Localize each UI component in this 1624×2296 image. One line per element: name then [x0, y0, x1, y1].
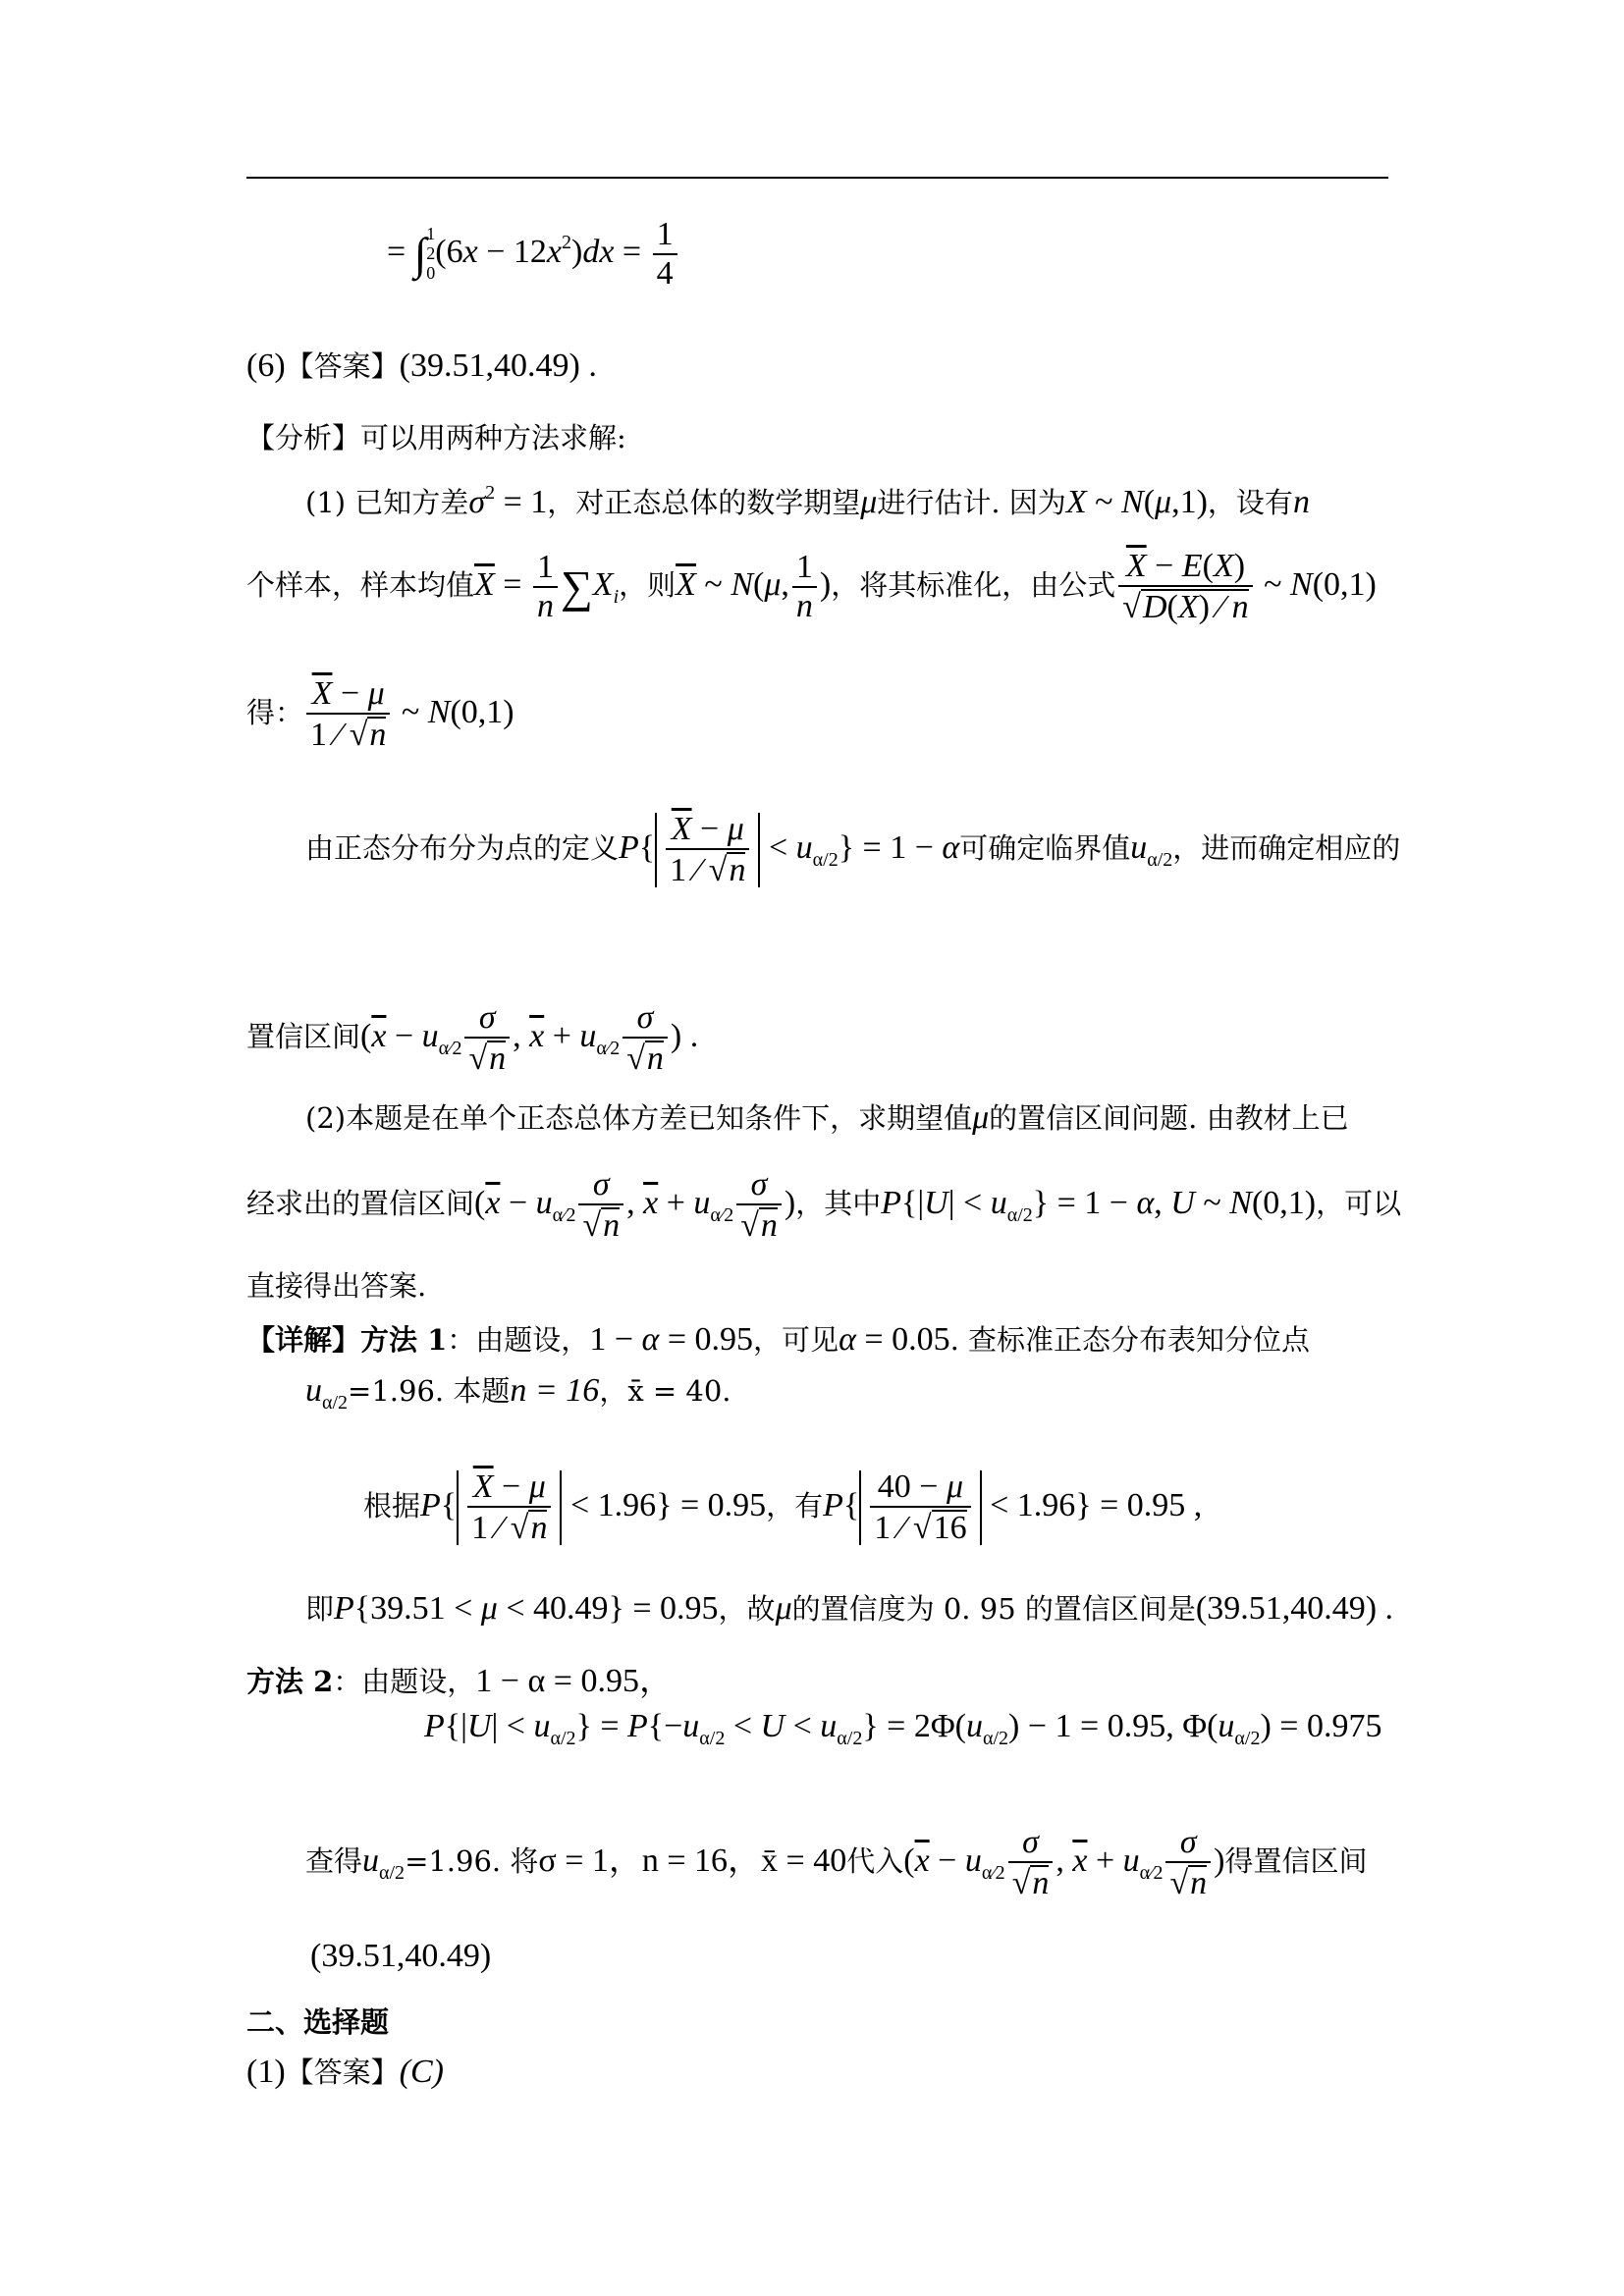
analysis-heading: 【分析】可以用两种方法求解: — [246, 421, 626, 454]
q6-answer-line: (6)【答案】(39.51,40.49) . — [246, 347, 597, 384]
analysis-para-2-line-1: (2)本题是在单个正态总体方差已知条件下，求期望值μ的置信区间问题. 由教材上已 — [305, 1099, 1349, 1136]
detail-method1-line-3: 根据P{ $\frac{\overline{X} - \mu}{1 ⁄ √n}$ < 1.96} = 0.95，有P{ $\frac{40 - \mu}{1 ⁄ √16}$ < 1.96} = 0.95 , — [363, 1468, 1203, 1546]
analysis-para-1-line-4: 由正态分布分为点的定义P{ $\frac{\overline{X} - \mu}{1 ⁄ √n}$ < $u_{\alpha/2}\} = 1 - \alpha$可确定临界值$u_{\alpha/2}$，进而确定相应的 — [305, 811, 1401, 888]
analysis-para-1-line-5: 置信区间($\overline{x} - u_{\alpha⁄2}$ $\frac{\sigma}{√n}$ , $\overline{x} + u_{\alpha⁄2}$ $\frac{\sigma}{√n}$ ) . — [246, 999, 699, 1077]
detail-method1-line-2: $u_{\alpha/2}=1.96$. 本题n = 16，x̄ = 40. — [305, 1372, 731, 1414]
analysis-para-2-line-2: 经求出的置信区间($\overline{x} - u_{\alpha⁄2}$ $\frac{\sigma}{√n}$ , $\overline{x} + u_{\alpha⁄2}$ $\frac{\sigma}{√n}$ )，其中$P\{|U| < u_{\alpha/2}\} = 1 - \alpha$, U ~ N(0,1)，可以 — [246, 1166, 1402, 1244]
section-2-q1-answer: (1)【答案】(C) — [246, 2054, 444, 2090]
integral-result-line: = ∫1 2 $0(6x - 12x^2)dx$ = $\frac{1}{4}$ — [387, 218, 680, 291]
section-2-title: 二、选择题 — [246, 2005, 390, 2039]
detail-method2-result: (39.51,40.49) — [310, 1938, 492, 1974]
analysis-para-2-line-3: 直接得出答案. — [246, 1269, 427, 1303]
detail-method2-equation: $P\{|U| < u_{\alpha/2}\} = P\{-u_{\alpha/2} < U < u_{\alpha/2}\} = 2\Phi(u_{\alpha/2}) - 1 = 0.95$, $\Phi(u_{\alpha/2}) = 0.975$ — [424, 1708, 1382, 1749]
analysis-para-1-line-3: 得： $\frac{\overline{X} - \mu}{1 ⁄ √n}$ ~ N(0,1) — [246, 675, 514, 753]
detail-method1-line-4: 即P{39.51 < μ < 40.49} = 0.95，故μ的置信度为 0. 95 的置信区间是(39.51,40.49) . — [305, 1590, 1394, 1627]
analysis-para-1-line-1: (1) 已知方差$\sigma^2 = 1$，对正态总体的数学期望μ进行估计. 因为X ~ N(μ,1)，设有n — [305, 482, 1310, 520]
detail-method1-line-1: 【详解】方法 1：由题设，1 − α = 0.95，可见α = 0.05. 查标准正态分布表知分位点 — [246, 1321, 1311, 1358]
header-rule — [246, 177, 1388, 179]
analysis-para-1-line-2: 个样本，样本均值$\overline{X}$ = $\frac{1}{n}$ $\sum X_i$，则$\overline{X}$ ~ N(μ, $\frac{1}{n}$ )，将其标准化，由公式 $\frac{\overline{X} - E(X)}{√D(X) ⁄ n}$ ~ N(0,1) — [246, 548, 1377, 625]
detail-method2-line-3: 查得$u_{\alpha/2}=1.96$. 将σ = 1，n = 16，x̄ = 40代入($\overline{x} - u_{\alpha⁄2}$ $\frac{\sigma}{√n}$ , $\overline{x} + u_{\alpha⁄2}$ $\frac{\sigma}{√n}$ )得置信区间 — [305, 1824, 1368, 1901]
detail-method2-line-1: 方法 2：由题设，1 − α = 0.95， — [246, 1663, 673, 1699]
